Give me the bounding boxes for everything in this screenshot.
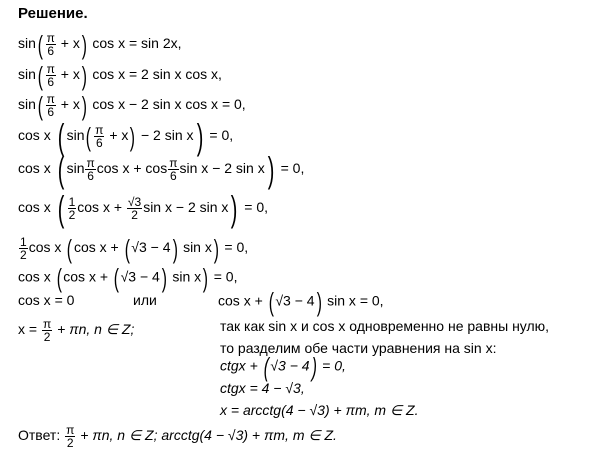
- equation-line-6: cos x ( $\frac{1}{2}$ cos x + $\frac{√3}{2}$ sin x − 2 sin x) = 0,: [18, 187, 269, 229]
- case-cosx-zero: cos x = 0: [18, 292, 75, 308]
- equation-line-7: $\frac{1}{2}$ cos x ( cos x + ( √3 − 4) sin x) = 0,: [20, 233, 249, 264]
- equation-line-5: cos x ( sin $\frac{\pi}{6}$ cos x + cos $\frac{\pi}{6}$ sin x − 2 sin x) = 0,: [18, 148, 305, 190]
- equation-line-1: sin( $\frac{\pi}{6}$ + x) cos x = sin 2x,: [18, 29, 182, 60]
- equation-line-8: cos x ( cos x + ( √3 − 4) sin x) = 0,: [18, 263, 238, 293]
- equation-line-3: sin( $\frac{\pi}{6}$ + x) cos x − 2 sin x cos x = 0,: [18, 90, 246, 121]
- case-second-factor: cos x + ( √3 − 4) sin x = 0,: [218, 287, 384, 317]
- equation-line-2: sin( $\frac{\pi}{6}$ + x) cos x = 2 sin x cos x,: [18, 60, 222, 91]
- ctg-equation-3: x = arcctg(4 − √3) + πm, m ∈ Z.: [220, 402, 419, 418]
- solution-title: Решение.: [18, 5, 88, 22]
- ctg-equation-2: ctgx = 4 − √3,: [220, 380, 305, 396]
- answer-line: Ответ: $\frac{\pi}{2}$ + πn, n ∈ Z; arcctg(4 − √3) + πm, m ∈ Z.: [18, 423, 337, 450]
- divide-note: то разделим обе части уравнения на sin x:: [220, 340, 497, 356]
- since-note: так как sin x и cos x одновременно не равны нулю,: [220, 318, 550, 334]
- solution-first-series: x = $\frac{\pi}{2}$ + πn, n ∈ Z;: [18, 317, 135, 344]
- or-label: или: [133, 292, 157, 308]
- ctg-equation-1: ctgx + ( √3 − 4) = 0,: [220, 352, 346, 382]
- answer-label: Ответ:: [18, 427, 61, 444]
- equation-line-4: cos x ( sin( $\frac{\pi}{6}$ + x) − 2 sin x) = 0,: [18, 115, 234, 157]
